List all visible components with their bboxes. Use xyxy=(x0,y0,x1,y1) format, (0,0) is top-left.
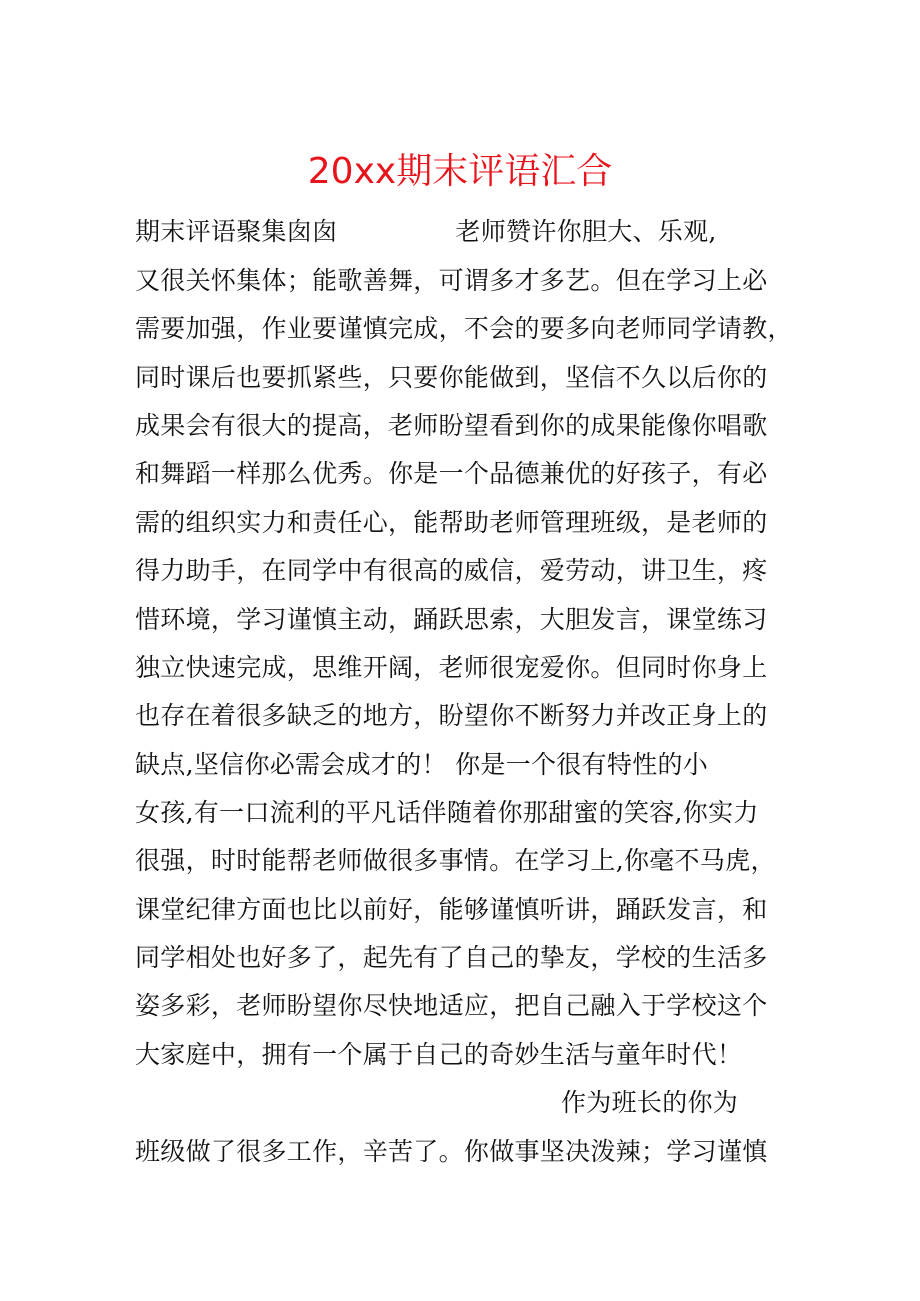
indented-line: 作为班长的你为 xyxy=(561,1088,739,1117)
paragraph-line: 姿多彩，老师盼望你尽快地适应，把自己融入于学校这个 xyxy=(135,991,768,1020)
paragraph-line: 需的组织实力和责任心，能帮助老师管理班级，是老师的 xyxy=(135,508,768,537)
paragraph-line: 大家庭中，拥有一个属于自己的奇妙生活与童年时代！ xyxy=(135,1040,743,1069)
paragraph-line: 很强，时时能帮老师做很多事情。在学习上,你毫不马虎， xyxy=(135,846,776,875)
paragraph-line: 成果会有很大的提高，老师盼望看到你的成果能像你唱歌 xyxy=(135,411,768,440)
paragraph-line: 女孩,有一口流利的平凡话伴随着你那甜蜜的笑容,你实力 xyxy=(135,798,759,827)
paragraph-line: 和舞蹈一样那么优秀。你是一个品德兼优的好孩子，有必 xyxy=(135,459,768,488)
paragraph-line: 课堂纪律方面也比以前好，能够谨慎听讲，踊跃发言，和 xyxy=(135,895,768,924)
paragraph-line: 需要加强，作业要谨慎完成，不会的要多向老师同学请教， xyxy=(135,314,793,343)
first-line xyxy=(135,208,717,256)
document-title: 20xx期末评语汇合 xyxy=(307,151,613,192)
paragraph-line: 独立快速完成，思维开阔，老师很宠爱你。但同时你身上 xyxy=(135,653,768,682)
paragraph-text: 老师赞许你胆大、乐观, xyxy=(455,217,717,246)
paragraph-line: 缺点,坚信你必需会成才的！ 你是一个很有特性的小 xyxy=(135,750,709,779)
section-heading: 期末评语聚集囱囱 xyxy=(135,217,338,246)
paragraph-line: 惜环境，学习谨慎主动，踊跃思索，大胆发言，课堂练习 xyxy=(135,605,768,634)
paragraph-line: 也存在着很多缺乏的地方，盼望你不断努力并改正身上的 xyxy=(135,701,768,730)
paragraph-line: 班级做了很多工作，辛苦了。你做事坚决泼辣；学习谨慎 xyxy=(135,1137,768,1166)
paragraph-line: 同时课后也要抓紧些，只要你能做到，坚信不久以后你的 xyxy=(135,363,768,392)
paragraph-line: 得力助手，在同学中有很高的威信，爱劳动，讲卫生，疼 xyxy=(135,556,768,585)
paragraph-line: 同学相处也好多了，起先有了自己的挚友，学校的生活多 xyxy=(135,943,768,972)
paragraph-line: 又很关怀集体；能歌善舞，可谓多才多艺。但在学习上必 xyxy=(135,266,768,295)
